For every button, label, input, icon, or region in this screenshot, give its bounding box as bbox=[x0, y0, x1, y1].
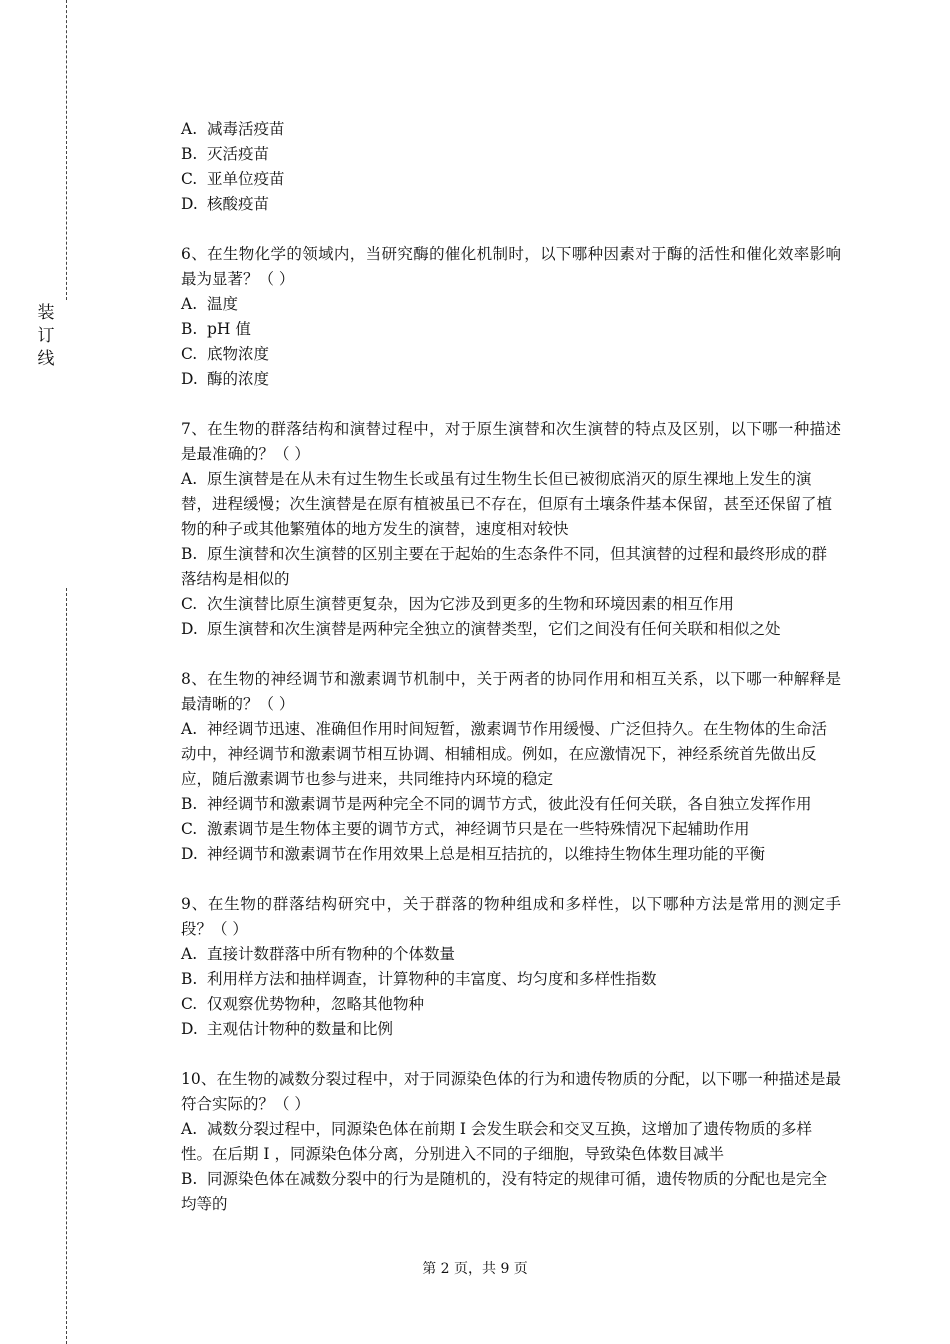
option-b: B. 利用样方法和抽样调查，计算物种的丰富度、均匀度和多样性指数 bbox=[181, 970, 657, 988]
option-a: A. 减数分裂过程中，同源染色体在前期 Ⅰ 会发生联会和交叉互换，这增加了遗传物质的多样性。在后期 Ⅰ ，同源染色体分离，分别进入不同的子细胞，导致染色体数目减半 bbox=[181, 1120, 812, 1163]
option-a: A. 直接计数群落中所有物种的个体数量 bbox=[181, 945, 456, 963]
option-d: D. 主观估计物种的数量和比例 bbox=[181, 1020, 394, 1038]
option-b: B. 原生演替和次生演替的区别主要在于起始的生态条件不同，但其演替的过程和最终形成的群落结构是相似的 bbox=[181, 545, 828, 588]
question-9 bbox=[181, 892, 841, 1042]
option-d: D. 核酸疫苗 bbox=[181, 195, 270, 213]
option-d: D. 原生演替和次生演替是两种完全独立的演替类型，它们之间没有任何关联和相似之处 bbox=[181, 620, 781, 638]
question-6 bbox=[181, 242, 841, 392]
question-stem: 10、在生物的减数分裂过程中，对于同源染色体的行为和遗传物质的分配，以下哪一种描述是最符合实际的？（ ） bbox=[181, 1070, 841, 1113]
option-d: D. 神经调节和激素调节在作用效果上总是相互拮抗的，以维持生物体生理功能的平衡 bbox=[181, 845, 766, 863]
binding-label: 装订线 bbox=[37, 303, 55, 369]
question-stem: 8、在生物的神经调节和激素调节机制中，关于两者的协同作用和相互关系，以下哪一种解释是最清晰的？（ ） bbox=[181, 670, 841, 713]
question-10 bbox=[181, 1067, 841, 1217]
question-8 bbox=[181, 667, 841, 867]
question-stem: 7、在生物的群落结构和演替过程中，对于原生演替和次生演替的特点及区别，以下哪一种描述是最准确的？（ ） bbox=[181, 420, 841, 463]
option-a: A. 温度 bbox=[181, 295, 239, 313]
question-stem: 6、在生物化学的领域内，当研究酶的催化机制时，以下哪种因素对于酶的活性和催化效率影响最为显著？（ ） bbox=[181, 245, 841, 288]
page-content bbox=[181, 117, 841, 1242]
option-c: C. 亚单位疫苗 bbox=[181, 170, 285, 188]
page-footer: 第 2 页，共 9 页 bbox=[422, 1261, 528, 1277]
question-5-continued bbox=[181, 117, 841, 217]
option-c: C. 次生演替比原生演替更复杂，因为它涉及到更多的生物和环境因素的相互作用 bbox=[181, 595, 735, 613]
binding-line-top bbox=[66, 0, 67, 300]
question-7 bbox=[181, 417, 841, 642]
binding-line-bottom bbox=[66, 588, 67, 1344]
option-b: B. pH 值 bbox=[181, 320, 251, 338]
option-d: D. 酶的浓度 bbox=[181, 370, 270, 388]
option-b: B. 神经调节和激素调节是两种完全不同的调节方式，彼此没有任何关联，各自独立发挥作用 bbox=[181, 795, 812, 813]
option-a: A. 减毒活疫苗 bbox=[181, 120, 285, 138]
question-stem: 9、在生物的群落结构研究中，关于群落的物种组成和多样性，以下哪种方法是常用的测定手段？（ ） bbox=[181, 895, 841, 938]
option-b: B. 灭活疫苗 bbox=[181, 145, 270, 163]
option-c: C. 底物浓度 bbox=[181, 345, 270, 363]
option-c: C. 激素调节是生物体主要的调节方式，神经调节只是在一些特殊情况下起辅助作用 bbox=[181, 820, 750, 838]
option-a: A. 神经调节迅速、准确但作用时间短暂，激素调节作用缓慢、广泛但持久。在生物体的生命活动中，神经调节和激素调节相互协调、相辅相成。例如，在应激情况下，神经系统首先做出反应，随后激素调节也参与进来，共同维持内环境的稳定 bbox=[181, 720, 828, 788]
option-c: C. 仅观察优势物种，忽略其他物种 bbox=[181, 995, 425, 1013]
option-a: A. 原生演替是在从未有过生物生长或虽有过生物生长但已被彻底消灭的原生裸地上发生的演替，进程缓慢；次生演替是在原有植被虽已不存在，但原有土壤条件基本保留，甚至还保留了植物的种子或其他繁殖体的地方发生的演替，速度相对较快 bbox=[181, 470, 833, 538]
option-b: B. 同源染色体在减数分裂中的行为是随机的，没有特定的规律可循，遗传物质的分配也是完全均等的 bbox=[181, 1170, 828, 1213]
